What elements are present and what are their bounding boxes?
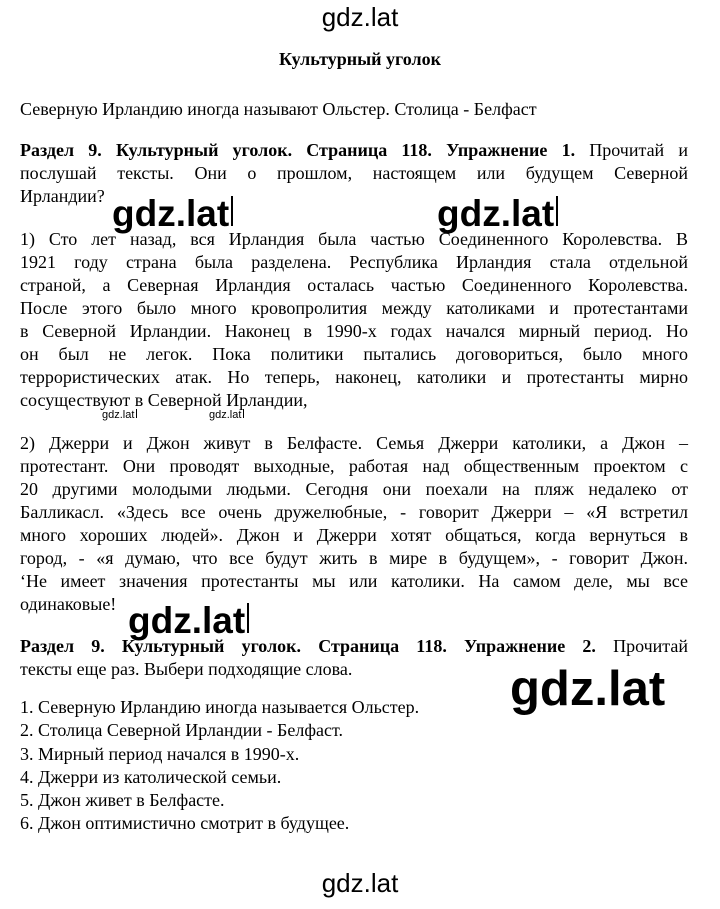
watermark-small-1: gdz.lat — [102, 409, 137, 421]
text1-line: в Северной Ирландии. Наконец в 1990-х годах начался мирный период. Но — [20, 321, 688, 341]
page-title: Культурный уголок — [279, 49, 441, 69]
text2-line: город, - «я думаю, что все будут жить в мире в будущем», - говорит Джон. — [20, 548, 688, 568]
intro-text: Северную Ирландию иногда называют Ольстер. Столица - Белфаст — [20, 99, 537, 119]
exercise2-heading: Раздел 9. Культурный уголок. Страница 118. Упражнение 2. — [20, 636, 596, 656]
text1-line: террористических атак. Но теперь, наконец, католики и протестанты мирно — [20, 367, 688, 387]
exercise1-text: Прочитай и — [589, 140, 689, 160]
text1-line: он был не легок. Пока политики пытались договориться, было много — [20, 344, 688, 364]
watermark-bottom: gdz.lat — [321, 868, 399, 898]
exercise2-line: тексты еще раз. Выбери подходящие слова. — [20, 659, 353, 679]
text2-line: много хороших людей». Джон и Джерри хотят общаться, когда вернуться в — [20, 525, 688, 545]
exercise2-first-line — [20, 635, 688, 658]
text2-line: ‘Не имеет значения протестанты мы или католики. На самом деле, мы все — [20, 571, 688, 591]
list-item: 1. Северную Ирландию иногда называется Ольстер. — [20, 697, 420, 717]
text1-line: После этого было много кровопролития между католиками и протестантами — [20, 298, 688, 318]
text1-line: сосуществуют в Северной Ирландии, — [20, 390, 308, 410]
exercise1-line: Ирландии? — [20, 186, 105, 206]
exercise1-line: послушай тексты. Они о прошлом, настоящем или будущем Северной — [20, 163, 688, 183]
watermark-small-2: gdz.lat — [209, 409, 244, 421]
text2-line: 20 другими молодыми людьми. Сегодня они поехали на пляж недалеко от — [20, 479, 688, 499]
exercise1-heading: Раздел 9. Культурный уголок. Страница 118. Упражнение 1. — [20, 140, 576, 160]
exercise2-text: Прочитай — [613, 636, 689, 656]
text2-line: одинаковые! — [20, 594, 117, 614]
watermark-3: gdz.lat — [128, 600, 249, 642]
watermark-large: gdz.lat — [510, 662, 666, 716]
answers-list — [20, 696, 419, 836]
watermark-top: gdz.lat — [321, 2, 399, 32]
text1-line: 1) Сто лет назад, вся Ирландия была частью Соединенного Королевства. В — [20, 229, 688, 249]
list-item: 5. Джон живет в Белфасте. — [20, 790, 225, 811]
list-item: 6. Джон оптимистично смотрит в будущее. — [20, 813, 350, 834]
text2-line: Балликасл. «Здесь все очень дружелюбные, - говорит Джерри – «Я встретил — [20, 502, 688, 522]
watermark-1: gdz.lat — [112, 193, 233, 235]
text1-line: страной, а Северная Ирландия осталась частью Соединенного Королевства. — [20, 275, 688, 295]
list-item: 2. Столица Северной Ирландии - Белфаст. — [20, 720, 344, 741]
text2-line: протестант. Они проводят выходные, работая над общественным проектом с — [20, 456, 688, 476]
list-item: 4. Джерри из католической семьи. — [20, 766, 282, 787]
list-item: 3. Мирный период начался в 1990-х. — [20, 743, 300, 764]
exercise1-first-line — [20, 139, 688, 162]
text1-line: 1921 году страна была разделена. Республика Ирландия стала отдельной — [20, 252, 688, 272]
text2-line: 2) Джерри и Джон живут в Белфасте. Семья Джерри католики, а Джон – — [20, 433, 688, 453]
watermark-2: gdz.lat — [437, 193, 558, 235]
